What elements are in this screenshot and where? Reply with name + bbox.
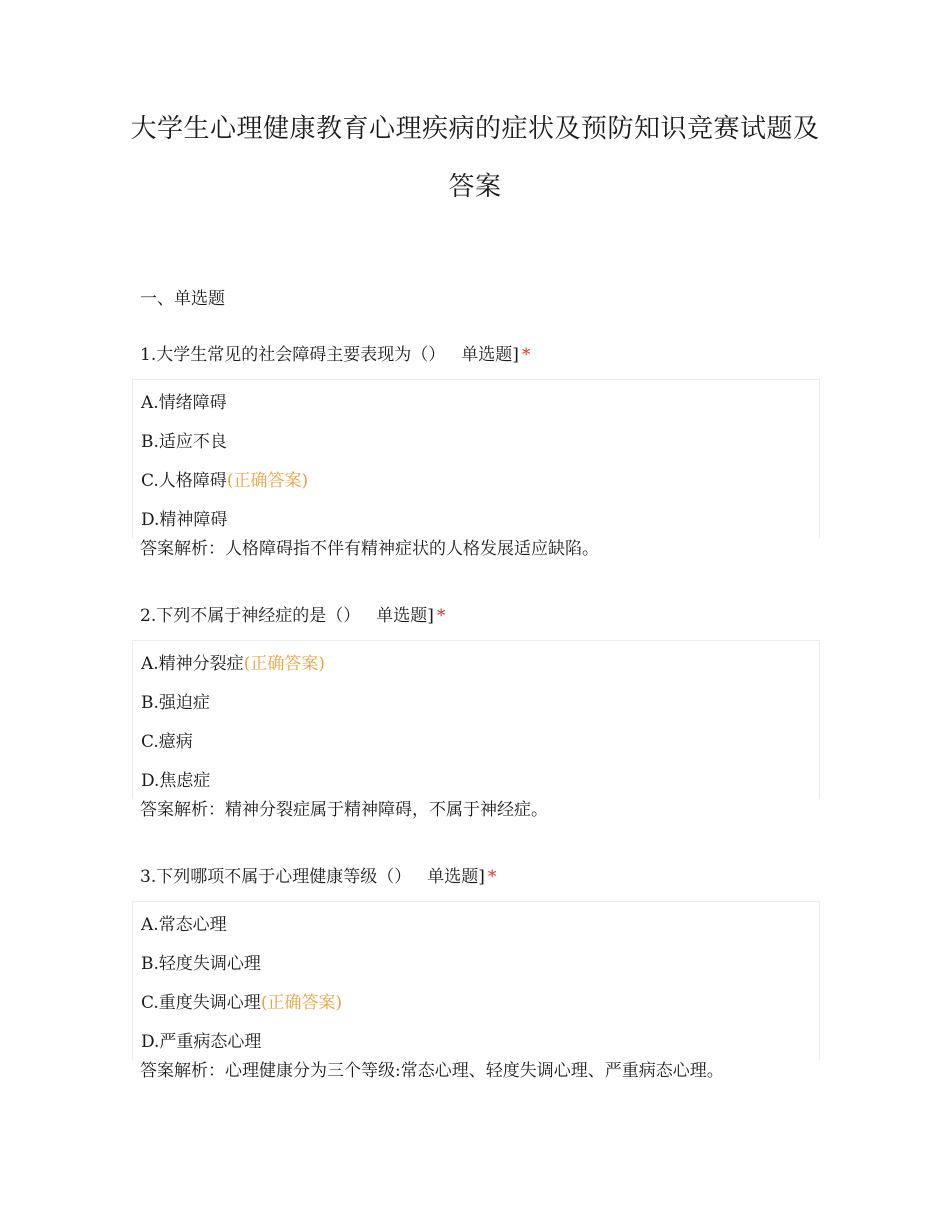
question-type-label: 单选题] — [376, 606, 434, 626]
question-stem — [140, 340, 530, 365]
required-mark: * — [436, 606, 446, 626]
option-text: C.人格障碍 — [141, 471, 227, 491]
question-text: 3.下列哪项不属于心理健康等级（） — [140, 867, 412, 887]
option-b[interactable] — [141, 949, 261, 974]
option-text: C.重度失调心理 — [141, 993, 261, 1013]
question-text: 1.大学生常见的社会障碍主要表现为（） — [140, 345, 446, 365]
required-mark: * — [521, 345, 531, 365]
question-stem — [140, 601, 445, 626]
options-box — [132, 640, 820, 799]
title-line-1: 大学生心理健康教育心理疾病的症状及预防知识竞赛试题及 — [130, 114, 820, 144]
options-box — [132, 901, 820, 1060]
option-b[interactable] — [141, 688, 210, 713]
document-title — [60, 100, 890, 216]
question-stem — [140, 862, 496, 887]
option-a[interactable] — [141, 910, 227, 935]
answer-analysis: 答案解析：人格障碍指不伴有精神症状的人格发展适应缺陷。 — [140, 539, 599, 559]
option-text: A.常态心理 — [141, 915, 227, 935]
option-text: A.情绪障碍 — [141, 393, 227, 413]
required-mark: * — [487, 867, 497, 887]
option-d[interactable] — [141, 1027, 261, 1052]
option-text: B.强迫症 — [141, 693, 210, 713]
option-text: D.精神障碍 — [141, 510, 228, 530]
question-type-label: 单选题] — [427, 867, 485, 887]
option-c[interactable] — [141, 727, 193, 752]
options-box — [132, 379, 820, 538]
option-text: B.轻度失调心理 — [141, 954, 261, 974]
question-type-label: 单选题] — [461, 345, 519, 365]
option-text: C.癔病 — [141, 732, 193, 752]
option-c[interactable] — [141, 466, 308, 491]
option-text: A.精神分裂症 — [141, 654, 244, 674]
option-b[interactable] — [141, 427, 227, 452]
option-text: D.焦虑症 — [141, 771, 211, 791]
option-text: B.适应不良 — [141, 432, 227, 452]
answer-analysis: 答案解析：心理健康分为三个等级:常态心理、轻度失调心理、严重病态心理。 — [140, 1061, 724, 1081]
question-text: 2.下列不属于神经症的是（） — [140, 606, 361, 626]
option-d[interactable] — [141, 766, 210, 791]
option-c[interactable] — [141, 988, 342, 1013]
correct-answer-tag: (正确答案) — [260, 993, 343, 1013]
option-text: D.严重病态心理 — [141, 1032, 262, 1052]
correct-answer-tag: (正确答案) — [243, 654, 325, 674]
option-a[interactable] — [141, 649, 325, 674]
option-d[interactable] — [141, 505, 227, 530]
section-heading: 一、单选题 — [140, 289, 225, 309]
title-line-2: 答案 — [448, 172, 502, 202]
answer-analysis: 答案解析：精神分裂症属于精神障碍，不属于神经症。 — [140, 800, 548, 820]
correct-answer-tag: (正确答案) — [226, 471, 309, 491]
option-a[interactable] — [141, 388, 227, 413]
